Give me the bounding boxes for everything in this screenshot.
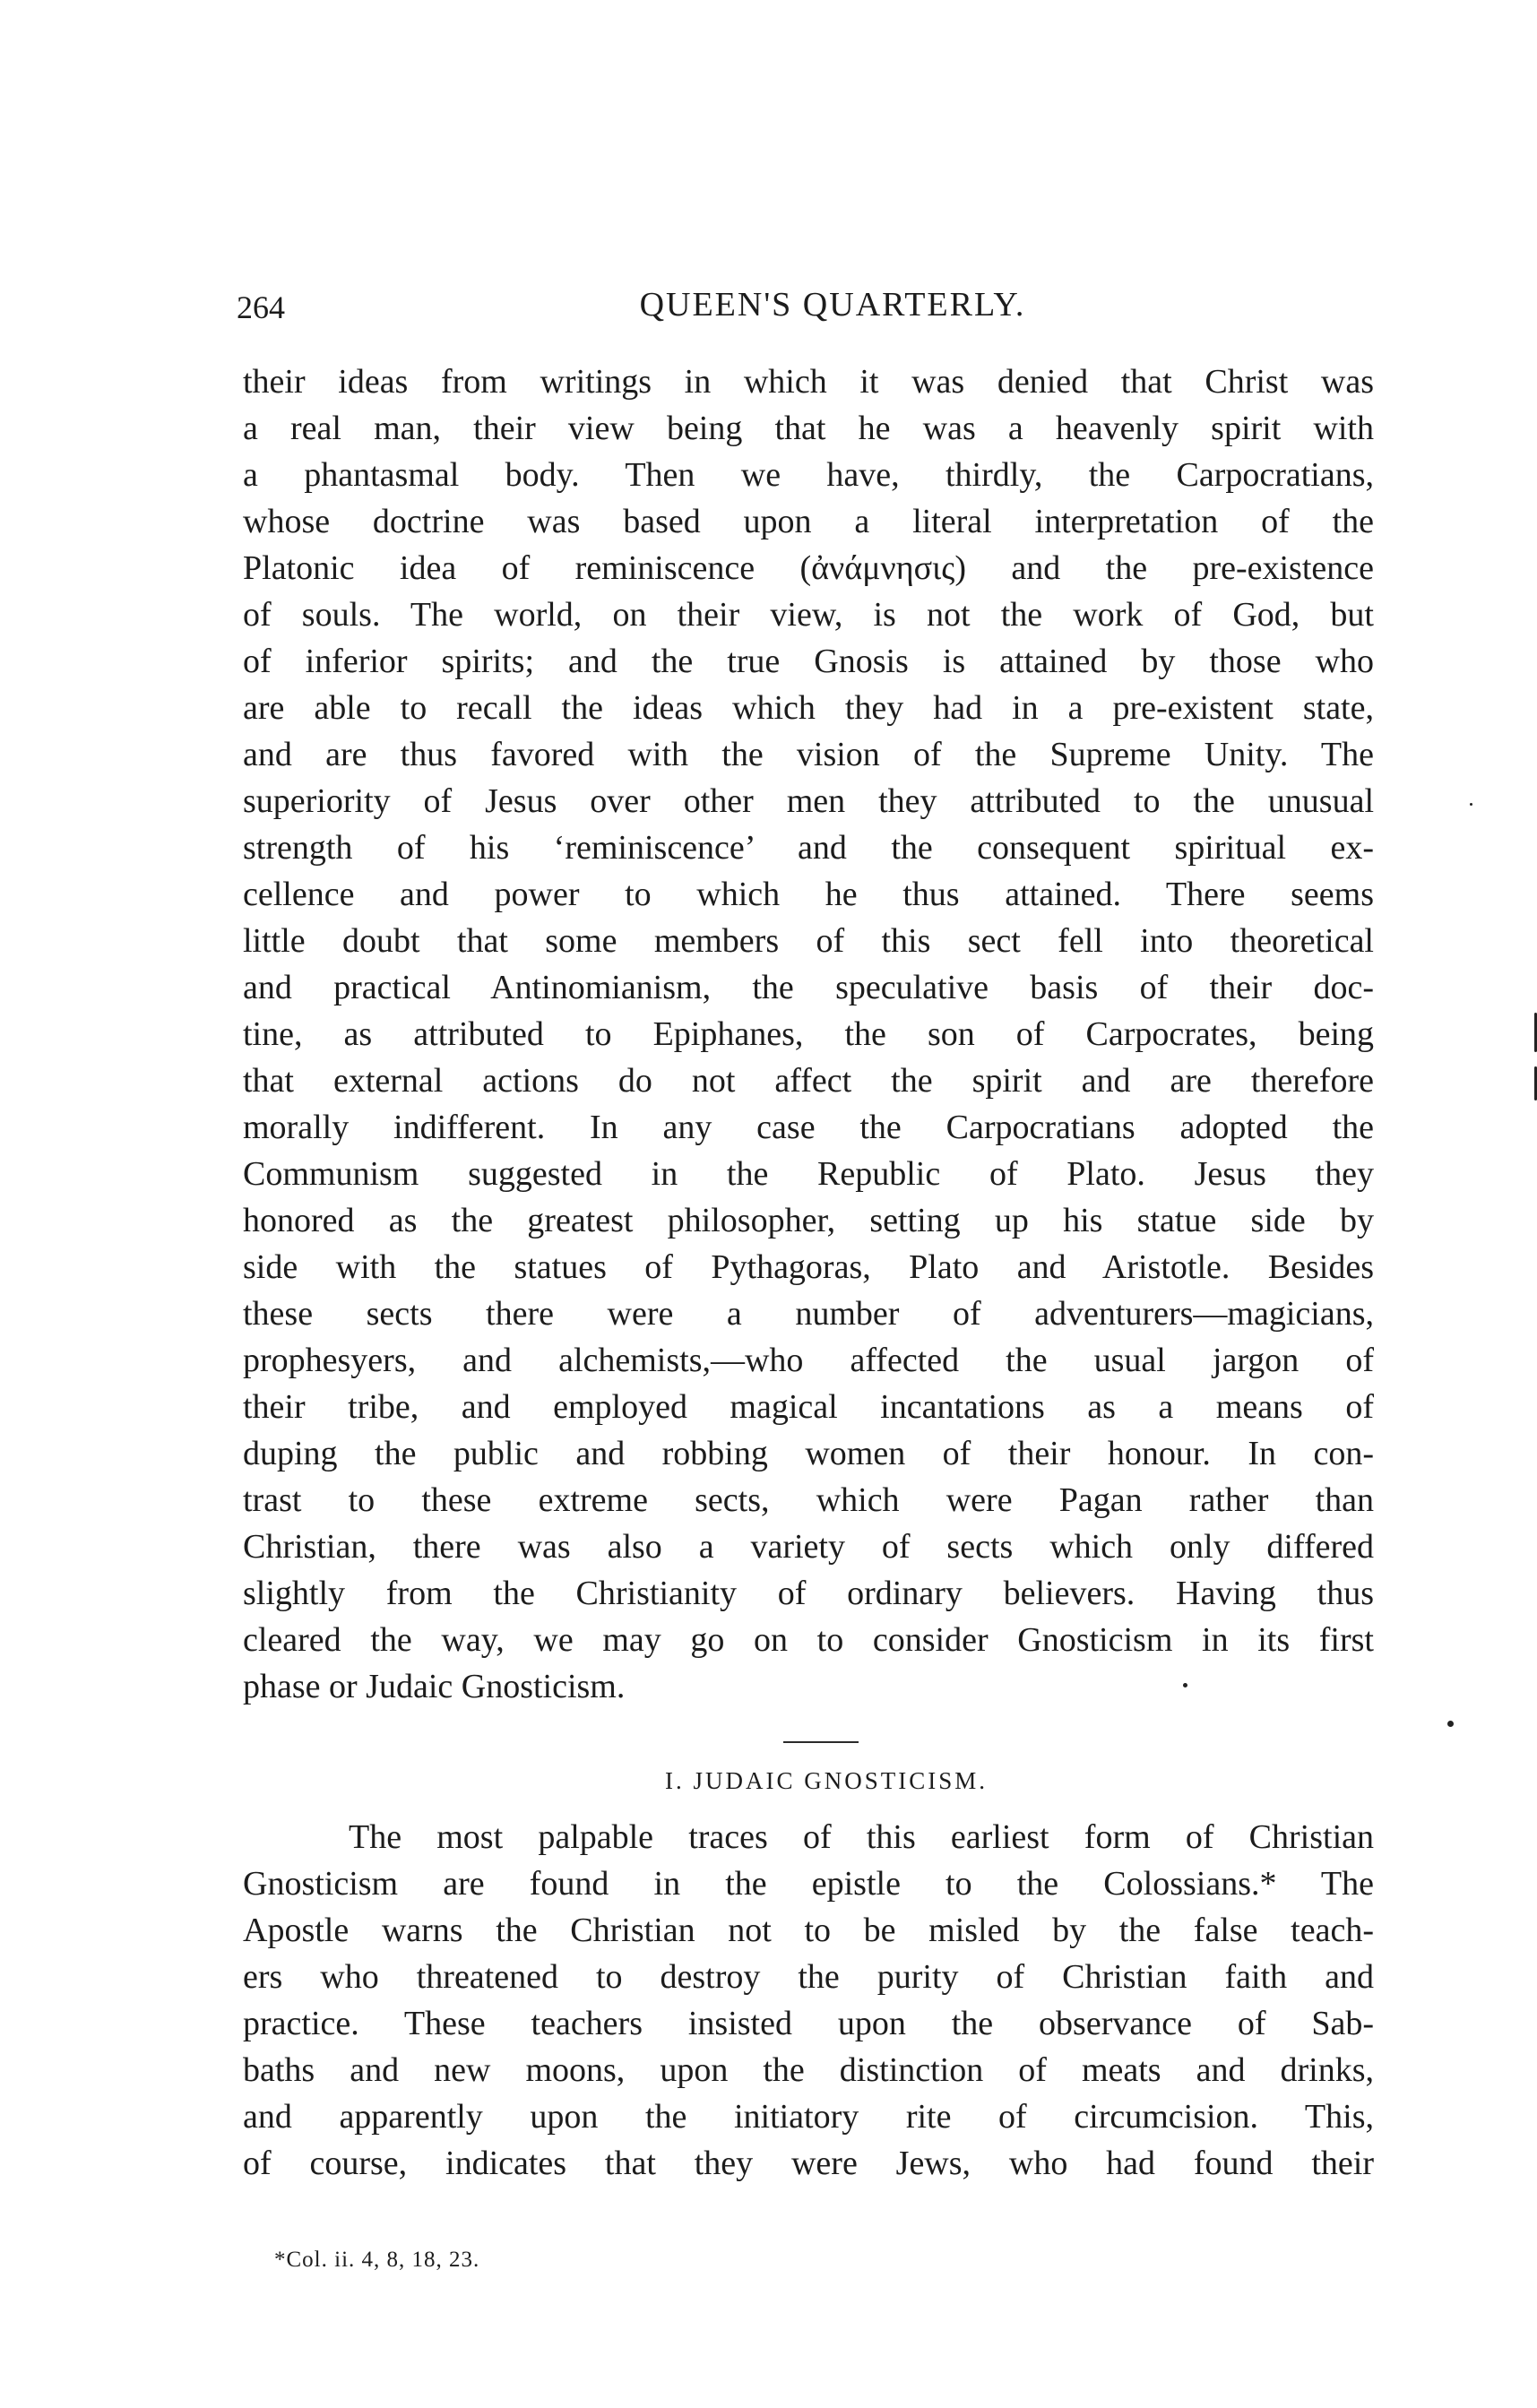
page-number: 264 bbox=[237, 289, 285, 325]
text-line: these sects there were a number of adventurers—magicians, bbox=[243, 1295, 1374, 1333]
text-line: their ideas from writings in which it was denied that Christ was bbox=[243, 363, 1374, 401]
text-line: a real man, their view being that he was a heavenly spirit with bbox=[243, 410, 1374, 447]
section-divider bbox=[783, 1741, 859, 1743]
text-line: cellence and power to which he thus attained. There seems bbox=[243, 876, 1374, 913]
journal-title: QUEEN'S QUARTERLY. bbox=[639, 286, 1026, 324]
text-line: their tribe, and employed magical incantations as a means of bbox=[243, 1388, 1374, 1426]
text-line: and practical Antinomianism, the speculative basis of their doc- bbox=[243, 969, 1374, 1006]
text-line: ers who threatened to destroy the purity of Christian faith and bbox=[243, 1958, 1374, 1996]
text-line: whose doctrine was based upon a literal interpretation of the bbox=[243, 503, 1374, 540]
text-line: cleared the way, we may go on to consider Gnosticism in its first bbox=[243, 1621, 1374, 1659]
text-line: and apparently upon the initiatory rite of circumcision. This, bbox=[243, 2098, 1374, 2136]
text-line: Gnosticism are found in the epistle to the Colossians.* The bbox=[243, 1865, 1374, 1903]
margin-mark bbox=[1447, 1721, 1454, 1727]
text-line: practice. These teachers insisted upon the observance of Sab- bbox=[243, 2005, 1374, 2042]
text-line: Apostle warns the Christian not to be misled by the false teach- bbox=[243, 1912, 1374, 1949]
text-line: superiority of Jesus over other men they attributed to the unusual bbox=[243, 782, 1374, 820]
body-text bbox=[243, 358, 1374, 1710]
text-line: Communism suggested in the Republic of Plato. Jesus they bbox=[243, 1155, 1374, 1193]
margin-mark bbox=[1183, 1683, 1187, 1687]
text-line: The most palpable traces of this earliest form of Christian bbox=[349, 1818, 1374, 1856]
text-line: that external actions do not affect the spirit and are therefore bbox=[243, 1062, 1374, 1100]
text-line: baths and new moons, upon the distinction of meats and drinks, bbox=[243, 2051, 1374, 2089]
text-line: little doubt that some members of this sect fell into theoretical bbox=[243, 922, 1374, 960]
margin-mark bbox=[1470, 803, 1472, 806]
text-line: Platonic idea of reminiscence (ἀνάμνησις) and the pre-existence bbox=[243, 549, 1374, 587]
text-line: side with the statues of Pythagoras, Plato and Aristotle. Besides bbox=[243, 1248, 1374, 1286]
text-line: tine, as attributed to Epiphanes, the son of Carpocrates, being bbox=[243, 1015, 1374, 1053]
text-line: trast to these extreme sects, which were Pagan rather than bbox=[243, 1481, 1374, 1519]
text-line: honored as the greatest philosopher, setting up his statue side by bbox=[243, 1202, 1374, 1239]
running-head bbox=[237, 285, 1375, 330]
text-line: of souls. The world, on their view, is not the work of God, but bbox=[243, 596, 1374, 634]
section-heading: I. JUDAIC GNOSTICISM. bbox=[664, 1767, 988, 1794]
text-line: strength of his ‘reminiscence’ and the consequent spiritual ex- bbox=[243, 829, 1374, 867]
text-line: Christian, there was also a variety of sects which only differed bbox=[243, 1528, 1374, 1566]
text-line: duping the public and robbing women of their honour. In con- bbox=[243, 1435, 1374, 1472]
text-line: slightly from the Christianity of ordinary believers. Having thus bbox=[243, 1575, 1374, 1612]
text-line: are able to recall the ideas which they had in a pre-existent state, bbox=[243, 689, 1374, 727]
text-line: morally indifferent. In any case the Carpocratians adopted the bbox=[243, 1109, 1374, 1146]
text-line: of course, indicates that they were Jews, who had found their bbox=[243, 2145, 1374, 2182]
footnote: *Col. ii. 4, 8, 18, 23. bbox=[274, 2248, 480, 2272]
text-line: of inferior spirits; and the true Gnosis is attained by those who bbox=[243, 643, 1374, 680]
text-line: phase or Judaic Gnosticism. bbox=[243, 1668, 626, 1705]
text-line: and are thus favored with the vision of the Supreme Unity. The bbox=[243, 736, 1374, 773]
section-text bbox=[243, 1814, 1374, 2187]
text-line: a phantasmal body. Then we have, thirdly, the Carpocratians, bbox=[243, 456, 1374, 494]
text-line: prophesyers, and alchemists,—who affected the usual jargon of bbox=[243, 1342, 1374, 1379]
